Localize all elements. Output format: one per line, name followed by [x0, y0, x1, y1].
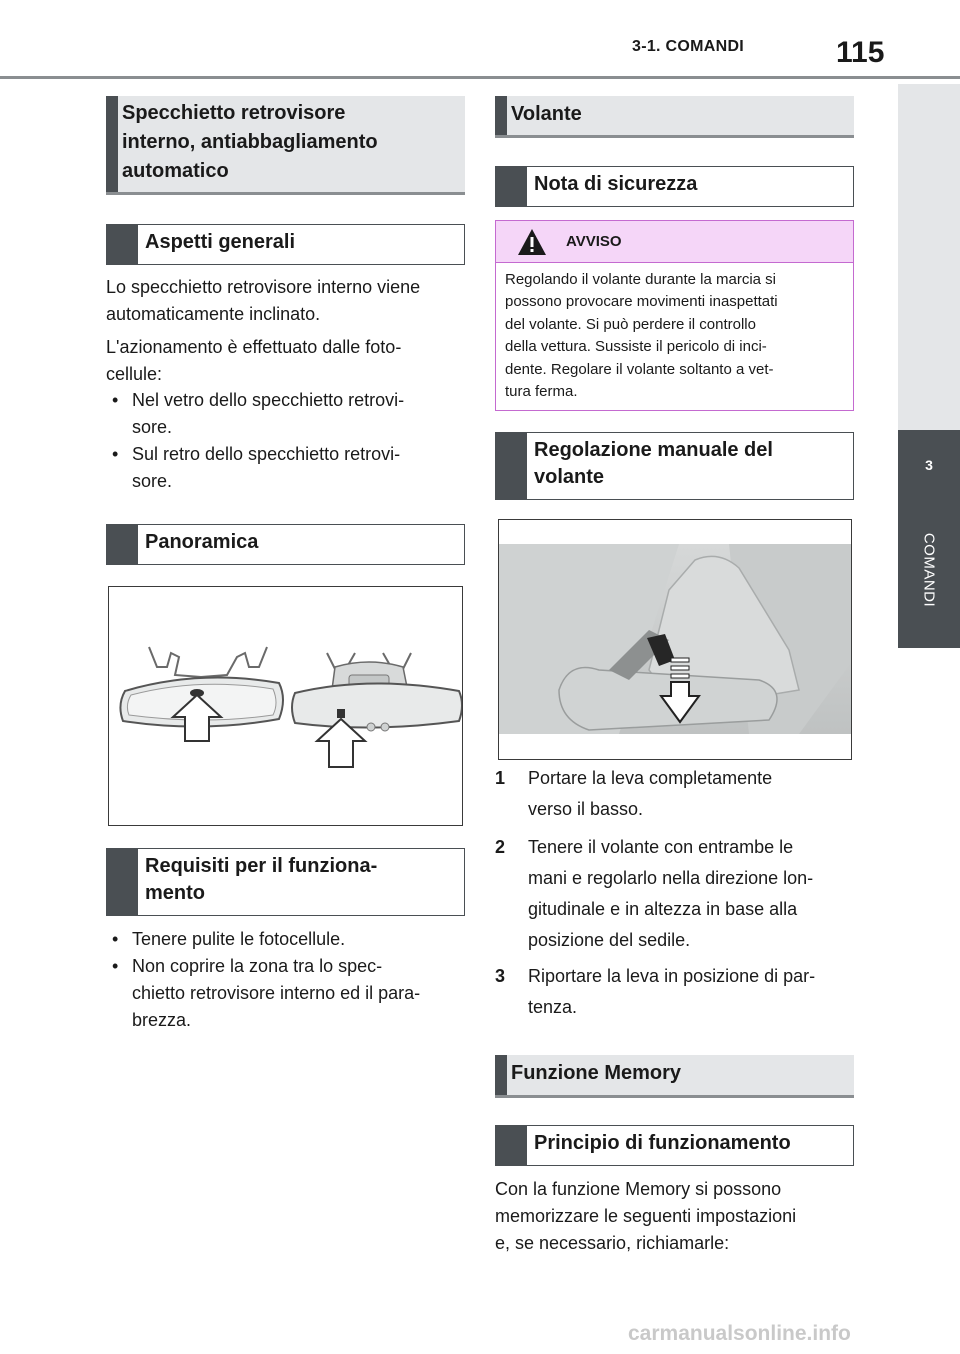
subheading-general — [106, 224, 465, 265]
heading-mirror-line-3: automatico — [122, 160, 229, 182]
subheading-principle-text: Principio di funzionamento — [534, 1132, 791, 1154]
heading-steering-wheel-text: Volante — [511, 103, 582, 125]
subheading-manual-line-1: Regolazione manuale del — [534, 439, 773, 461]
page-number: 115 — [836, 36, 885, 69]
list-item: • Sul retro dello specchietto retrovi- sore. — [112, 444, 401, 491]
general-paragraph-2: L'azionamento è effettuato dalle foto- cellule: — [106, 337, 402, 384]
warning-header — [496, 221, 853, 263]
subheading-manual-line-2: volante — [534, 466, 605, 488]
subheading-safety-text: Nota di sicurezza — [534, 173, 698, 195]
memory-paragraph: Con la funzione Memory si possono memorizzare le seguenti impostazioni e, se necessario, richiamarle: — [495, 1179, 797, 1253]
warning-triangle-icon — [516, 227, 548, 257]
steering-figure — [498, 519, 852, 760]
photocell-back-icon — [337, 709, 345, 718]
heading-memory — [495, 1055, 854, 1098]
heading-memory-text: Funzione Memory — [511, 1062, 682, 1084]
chapter-number: 3 — [925, 457, 933, 473]
header-divider — [0, 76, 960, 79]
subheading-manual-adjust — [495, 432, 854, 500]
section-title: 3-1. COMANDI — [632, 38, 745, 55]
subheading-safety — [495, 166, 854, 207]
subheading-overview — [106, 524, 465, 565]
mirror-figure — [108, 586, 463, 826]
subheading-requirements-line-1: Requisiti per il funziona- — [145, 855, 378, 877]
warning-title: AVVISO — [566, 233, 622, 250]
rearview-mirror-photocell-figure — [109, 587, 463, 826]
list-item: • Nel vetro dello specchietto retrovi- sore. — [112, 390, 405, 437]
side-tab-background — [898, 84, 960, 430]
subheading-requirements-line-2: mento — [145, 882, 205, 904]
list-item: • Tenere pulite le fotocellule. — [112, 929, 346, 949]
subheading-requirements — [106, 848, 465, 916]
subheading-general-text: Aspetti generali — [145, 231, 296, 253]
mirror-front-view — [120, 647, 283, 741]
heading-mirror — [106, 96, 465, 195]
subheading-overview-text: Panoramica — [145, 531, 259, 553]
subheading-principle — [495, 1125, 854, 1166]
general-paragraph-1: Lo specchietto retrovisore interno viene automaticamente inclinato. — [106, 277, 421, 324]
list-item: • Non coprire la zona tra lo spec- chietto retrovisore interno ed il para- brezza. — [112, 956, 421, 1030]
steering-column-lever-figure — [499, 520, 852, 760]
warning-text: Regolando il volante durante la marcia si possono provocare movimenti inaspettati del volante. Si può perdere il controllo della vettura. Sussiste il pericolo di inci- dente. Regolare il volante soltanto a vet- tura ferma. — [505, 271, 778, 401]
warning-box — [495, 220, 854, 411]
mirror-back-view — [292, 653, 462, 767]
heading-steering-wheel — [495, 96, 854, 138]
heading-mirror-line-2: interno, antiabbagliamento — [122, 131, 378, 153]
watermark: carmanualsonline.info — [628, 1322, 851, 1345]
heading-mirror-line-1: Specchietto retrovisore — [122, 102, 346, 124]
chapter-label: COMANDI — [920, 532, 938, 608]
